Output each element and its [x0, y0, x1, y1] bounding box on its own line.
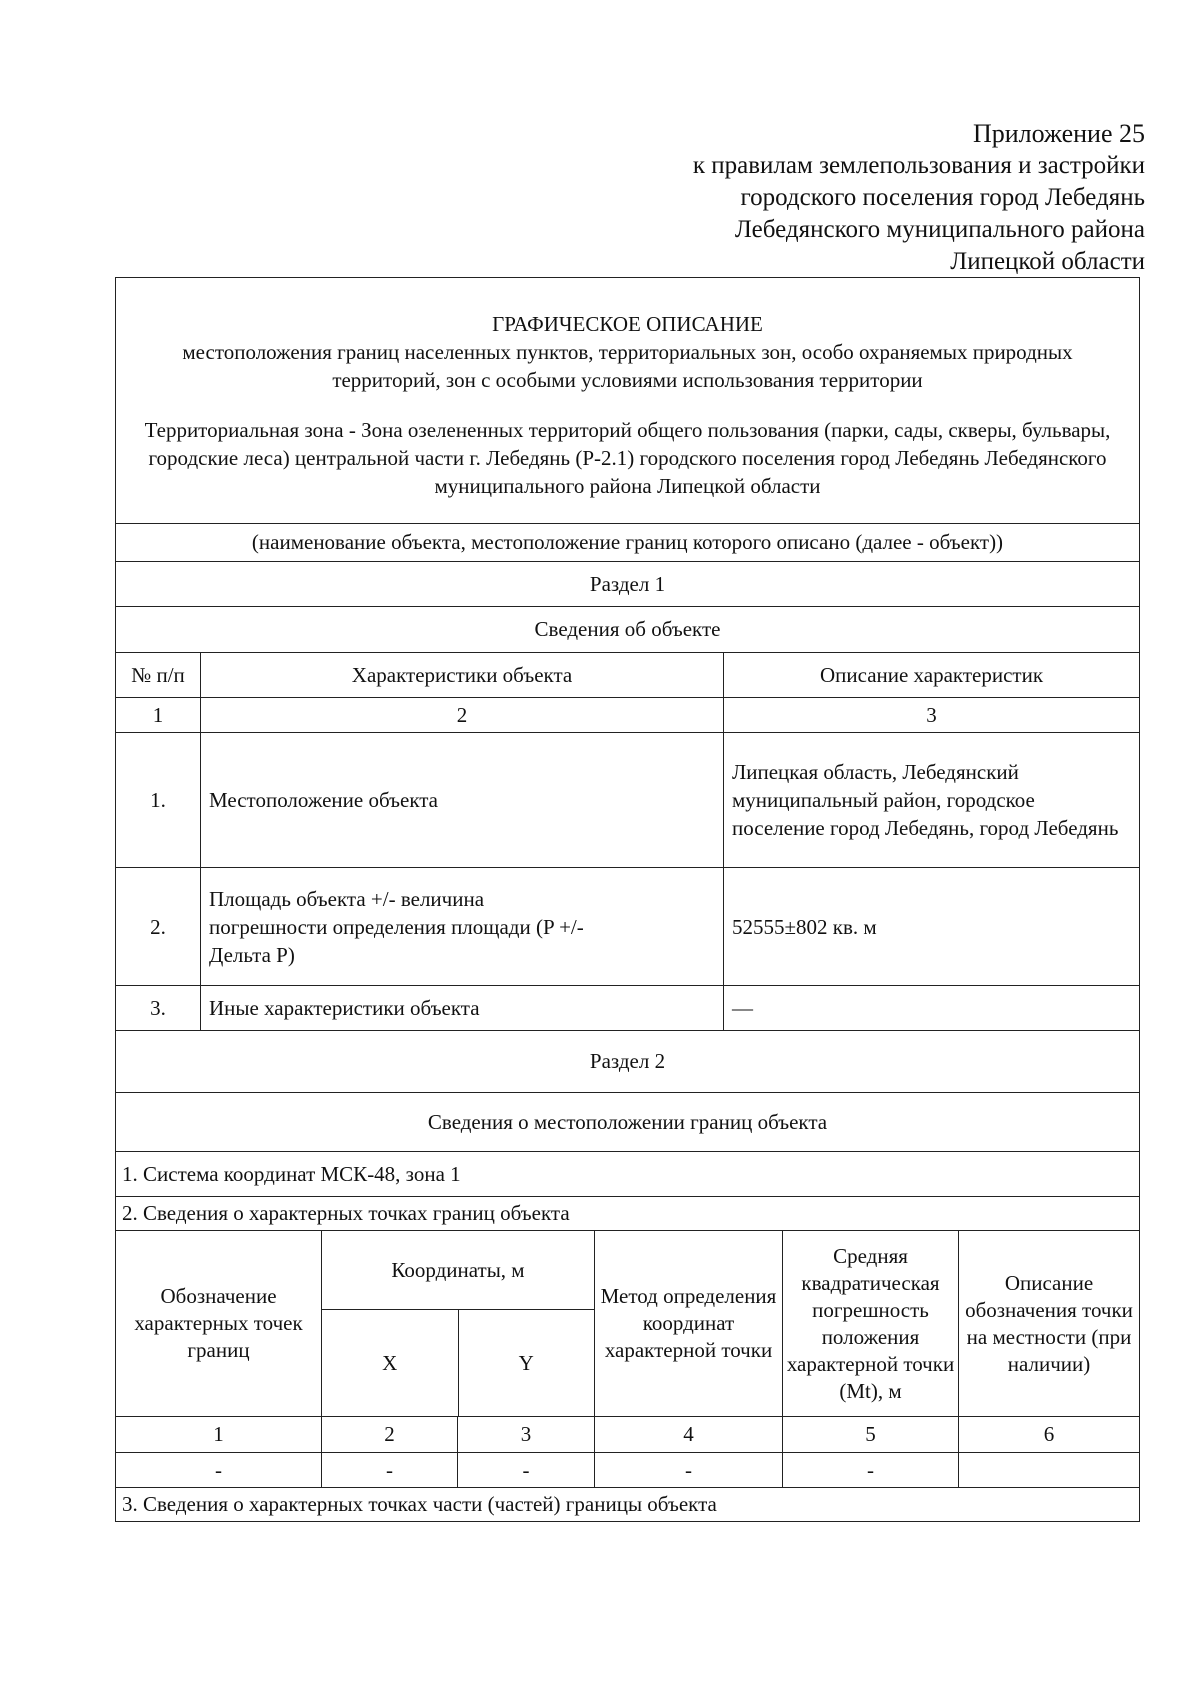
document-subheading: местоположения границ населенных пунктов, территориальных зон, особо охраняемых природных территорий, зон с особыми условиями использования территории	[182, 340, 1073, 392]
appendix-number: Приложение 25	[972, 119, 1145, 148]
row-description: Липецкая область, Лебедянский муниципальный район, городское поселение город Лебедянь, город Лебедянь	[723, 733, 1139, 867]
row-characteristic: Местоположение объекта	[200, 733, 723, 867]
document-heading: ГРАФИЧЕСКОЕ ОПИСАНИЕ	[492, 312, 763, 336]
table-cell: -	[782, 1453, 958, 1487]
section1-column-numbers	[116, 697, 1139, 732]
row-characteristic: Площадь объекта +/- величина погрешности определения площади (P +/- Дельта P)	[200, 868, 723, 985]
points-empty-row	[116, 1452, 1139, 1487]
header-description: Описание характеристик	[723, 653, 1139, 697]
header-method: Метод определения координат характерной точки	[594, 1231, 782, 1416]
table-cell: -	[321, 1453, 457, 1487]
col-number: 1	[152, 702, 164, 727]
row-characteristic: Иные характеристики объекта	[200, 986, 723, 1030]
object-name-caption: (наименование объекта, местоположение границ которого описано (далее - объект))	[116, 523, 1139, 561]
col-number: 1	[213, 1422, 224, 1446]
table-cell: -	[215, 1457, 222, 1482]
col-number: 2	[200, 698, 723, 732]
col-number: 2	[321, 1417, 457, 1452]
points-column-numbers	[116, 1416, 1139, 1452]
col-number: 5	[782, 1417, 958, 1452]
col-number: 4	[594, 1417, 782, 1452]
section2-label: Раздел 2	[116, 1030, 1139, 1092]
title-block	[116, 278, 1139, 523]
header-coordinates	[321, 1231, 594, 1416]
appendix-line-3: городского поселения город Лебедянь	[740, 184, 1145, 211]
section1-label: Раздел 1	[116, 561, 1139, 606]
table-cell: -	[457, 1453, 594, 1487]
section2-title: Сведения о местоположении границ объекта	[116, 1092, 1139, 1151]
header-point-description: Описание обозначения точки на местности (при наличии)	[958, 1231, 1139, 1416]
table-row	[116, 985, 1139, 1030]
row-number: 3.	[150, 995, 166, 1020]
header-error: Средняя квадратическая погрешность положения характерной точки (Mt), м	[782, 1231, 958, 1416]
col-number: 3	[723, 698, 1139, 732]
row-number: 2.	[150, 914, 166, 939]
header-designation: Обозначение характерных точек границ	[134, 1284, 303, 1362]
row-number: 1.	[150, 788, 166, 812]
section1-header-row	[116, 652, 1139, 697]
object-name: Территориальная зона - Зона озелененных территорий общего пользования (парки, сады, скверы, бульвары, городские леса) центральной части г. Лебедянь (Р-2.1) городского поселения город Лебедянь Лебедянского муниципального района Липецкой области	[144, 418, 1111, 498]
section1-title: Сведения об объекте	[116, 606, 1139, 652]
header-y: Y	[458, 1310, 595, 1416]
parts-title: 3. Сведения о характерных точках части (частей) границы объекта	[116, 1487, 1139, 1521]
table-cell	[958, 1453, 1139, 1487]
row-description: 52555±802 кв. м	[723, 868, 1139, 985]
appendix-line-2: к правилам землепользования и застройки	[692, 152, 1145, 179]
table-cell: -	[594, 1453, 782, 1487]
header-x: X	[382, 1350, 398, 1375]
points-header	[116, 1230, 1139, 1416]
appendix-header	[693, 118, 1145, 278]
appendix-line-5: Липецкой области	[950, 248, 1145, 275]
col-number: 3	[457, 1417, 594, 1452]
header-num: № п/п	[131, 662, 185, 687]
document-table	[115, 277, 1140, 1522]
table-row	[116, 867, 1139, 985]
table-row	[116, 732, 1139, 867]
header-coordinates-label: Координаты, м	[322, 1231, 594, 1310]
coordinate-system: 1. Система координат МСК-48, зона 1	[116, 1151, 1139, 1196]
header-characteristic: Характеристики объекта	[200, 653, 723, 697]
row-description: —	[723, 986, 1139, 1030]
points-title: 2. Сведения о характерных точках границ объекта	[116, 1196, 1139, 1230]
col-number: 6	[958, 1417, 1139, 1452]
appendix-line-4: Лебедянского муниципального района	[734, 216, 1145, 243]
